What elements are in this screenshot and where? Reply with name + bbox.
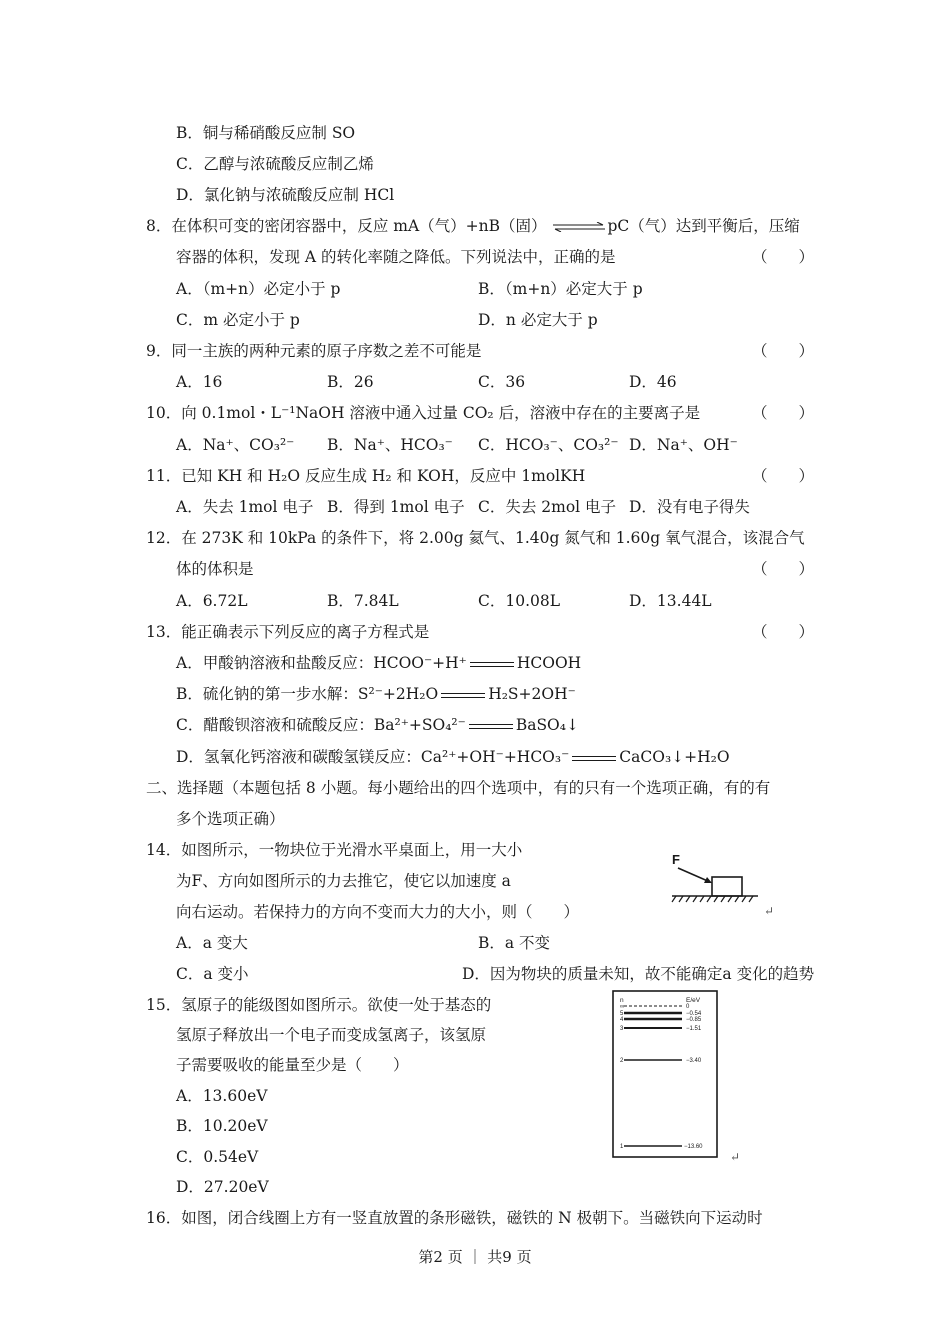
q14-option-a: A．a 变大 (176, 934, 248, 952)
q9-option-a: A．16 (176, 373, 223, 391)
q8-option-d: D．n 必定大于 p (478, 311, 598, 329)
q13-stem: 13．能正确表示下列反应的离子方程式是 (146, 623, 430, 641)
q12-answer-bracket: （ ） (752, 560, 815, 578)
q11-option-c: C．失去 2mol 电子 (478, 498, 617, 516)
level-n-2: 2 (620, 1058, 624, 1064)
q13-option-c (176, 714, 579, 736)
q12-stem-line2: 体的体积是 (176, 560, 254, 578)
q15-stem-line3: 子需要吸收的能量至少是（ ） (176, 1056, 409, 1074)
level-n-3: 3 (620, 1026, 624, 1032)
q14-option-c: C．a 变小 (176, 965, 249, 983)
level-n-inf: ∞ (620, 1004, 625, 1010)
q14-stem-line2: 为F、方向如图所示的力去推它，使它以加速度 a (176, 872, 511, 890)
section-2-heading: 二、选择题（本题包括 8 小题。每小题给出的四个选项中，有的只有一个选项正确，有的有 (146, 779, 771, 797)
q10-option-b: B．Na⁺、HCO₃⁻ (327, 436, 453, 454)
q14-block-force-figure (668, 850, 764, 912)
q13-option-a (176, 652, 581, 674)
q15-stem-line2: 氢原子释放出一个电子而变成氢离子，该氢原 (176, 1026, 487, 1044)
q15-option-b: B．10.20eV (176, 1117, 268, 1135)
q14-option-b: B．a 不变 (478, 934, 551, 952)
q14-option-d: D．因为物块的质量未知，故不能确定a 变化的趋势 (462, 965, 815, 983)
page-footer: 第2 页 ｜ 共9 页 (418, 1248, 532, 1266)
q7-option-d: D．氯化钠与浓硫酸反应制 HCl (176, 186, 395, 204)
q13-option-b-rhs: H₂S+2OH⁻ (488, 685, 576, 703)
q12-option-c: C．10.08L (478, 592, 561, 610)
q11-option-d: D．没有电子得失 (629, 498, 750, 516)
q15-option-c: C．0.54eV (176, 1148, 259, 1166)
q7-option-c: C．乙醇与浓硫酸反应制乙烯 (176, 155, 374, 173)
q8-stem-line2: 容器的体积，发现 A 的转化率随之降低。下列说法中，正确的是 (176, 248, 616, 266)
level-e-2: −3.40 (686, 1058, 702, 1064)
n-axis-label: n (620, 997, 624, 1004)
level-n-5: 5 (620, 1011, 624, 1017)
q15-option-d: D．27.20eV (176, 1178, 269, 1196)
q8-option-a: A．（m+n）必定小于 p (176, 280, 341, 298)
q13-option-a-rhs: HCOOH (516, 654, 582, 672)
q12-option-d: D．13.44L (629, 592, 712, 610)
section-2-heading-cont: 多个选项正确） (176, 810, 285, 828)
level-e-inf: 0 (686, 1004, 690, 1010)
equals-arrow-icon (572, 756, 616, 761)
q12-option-b: B．7.84L (327, 592, 399, 610)
force-label: F (672, 852, 680, 867)
q13-option-b (176, 683, 576, 705)
q13-option-d-lhs: D．氢氧化钙溶液和碳酸氢镁反应：Ca²⁺+OH⁻+HCO₃⁻ (176, 748, 570, 766)
equals-arrow-icon (441, 693, 485, 698)
equals-arrow-icon (469, 724, 513, 729)
q10-option-d: D．Na⁺、OH⁻ (629, 436, 738, 454)
q15-stem-line1: 15．氢原子的能级图如图所示。欲使一处于基态的 (146, 996, 492, 1014)
level-e-1: −13.60 (684, 1144, 703, 1150)
q11-answer-bracket: （ ） (752, 467, 815, 485)
q13-option-d-rhs: CaCO₃↓+H₂O (619, 748, 730, 766)
level-n-4: 4 (620, 1017, 624, 1023)
level-e-5: −0.54 (686, 1011, 702, 1017)
energy-axis-label: E/eV (686, 997, 701, 1004)
q9-answer-bracket: （ ） (752, 342, 815, 360)
reversible-arrow-icon (551, 222, 607, 232)
q13-option-b-lhs: B．硫化钠的第一步水解：S²⁻+2H₂O (176, 685, 439, 703)
q7-option-b: B．铜与稀硝酸反应制 SO (176, 124, 356, 142)
q13-option-c-lhs: C．醋酸钡溶液和硫酸反应：Ba²⁺+SO₄²⁻ (176, 716, 466, 734)
block-shape (712, 877, 742, 896)
level-e-3: −1.51 (686, 1026, 702, 1032)
q16-stem-line1: 16．如图，闭合线圈上方有一竖直放置的条形磁铁，磁铁的 N 极朝下。当磁铁向下运动时 (146, 1209, 763, 1227)
equals-arrow-icon (470, 662, 514, 667)
q14-stem-line1: 14．如图所示，一物块位于光滑水平桌面上，用一大小 (146, 841, 523, 859)
q10-option-a: A．Na⁺、CO₃²⁻ (176, 436, 295, 454)
q11-option-b: B．得到 1mol 电子 (327, 498, 465, 516)
q12-option-a: A．6.72L (176, 592, 248, 610)
q11-stem: 11．已知 KH 和 H₂O 反应生成 H₂ 和 KOH，反应中 1molKH (146, 467, 586, 485)
q8-option-c: C．m 必定小于 p (176, 311, 300, 329)
level-e-4: −0.85 (686, 1017, 702, 1023)
q13-answer-bracket: （ ） (752, 623, 815, 641)
q14-stem-line3: 向右运动。若保持力的方向不变而大力的大小，则（ ） (176, 903, 580, 921)
q15-energy-level-figure (612, 990, 718, 1158)
q13-option-d (176, 746, 730, 768)
q9-option-b: B．26 (327, 373, 374, 391)
q9-option-d: D．46 (629, 373, 677, 391)
q8-option-b: B．（m+n）必定大于 p (478, 280, 643, 298)
q10-stem: 10．向 0.1mol・L⁻¹NaOH 溶液中通入过量 CO₂ 后，溶液中存在的主要离子是 (146, 404, 701, 422)
q8-stem-part-a: 8．在体积可变的密闭容器中，反应 mA（气）+nB（固） (146, 217, 547, 235)
return-mark-icon: ↵ (730, 1150, 741, 1164)
q13-option-a-lhs: A．甲酸钠溶液和盐酸反应：HCOO⁻+H⁺ (176, 654, 467, 672)
q8-stem-part-b: pC（气）达到平衡后，压缩 (607, 217, 800, 235)
q15-option-a: A．13.60eV (176, 1087, 268, 1105)
q9-option-c: C．36 (478, 373, 526, 391)
q10-option-c: C．HCO₃⁻、CO₃²⁻ (478, 436, 619, 454)
q8-stem-line1 (146, 215, 800, 237)
q13-option-c-rhs: BaSO₄↓ (515, 716, 579, 734)
q12-stem-line1: 12．在 273K 和 10kPa 的条件下，将 2.00g 氦气、1.40g 氮气和 1.60g 氧气混合，该混合气 (146, 529, 805, 547)
q10-answer-bracket: （ ） (752, 404, 815, 422)
level-n-1: 1 (620, 1144, 624, 1150)
q11-option-a: A．失去 1mol 电子 (176, 498, 314, 516)
q9-stem: 9．同一主族的两种元素的原子序数之差不可能是 (146, 342, 482, 360)
return-mark-icon: ↵ (764, 904, 775, 918)
q8-answer-bracket: （ ） (752, 248, 815, 266)
